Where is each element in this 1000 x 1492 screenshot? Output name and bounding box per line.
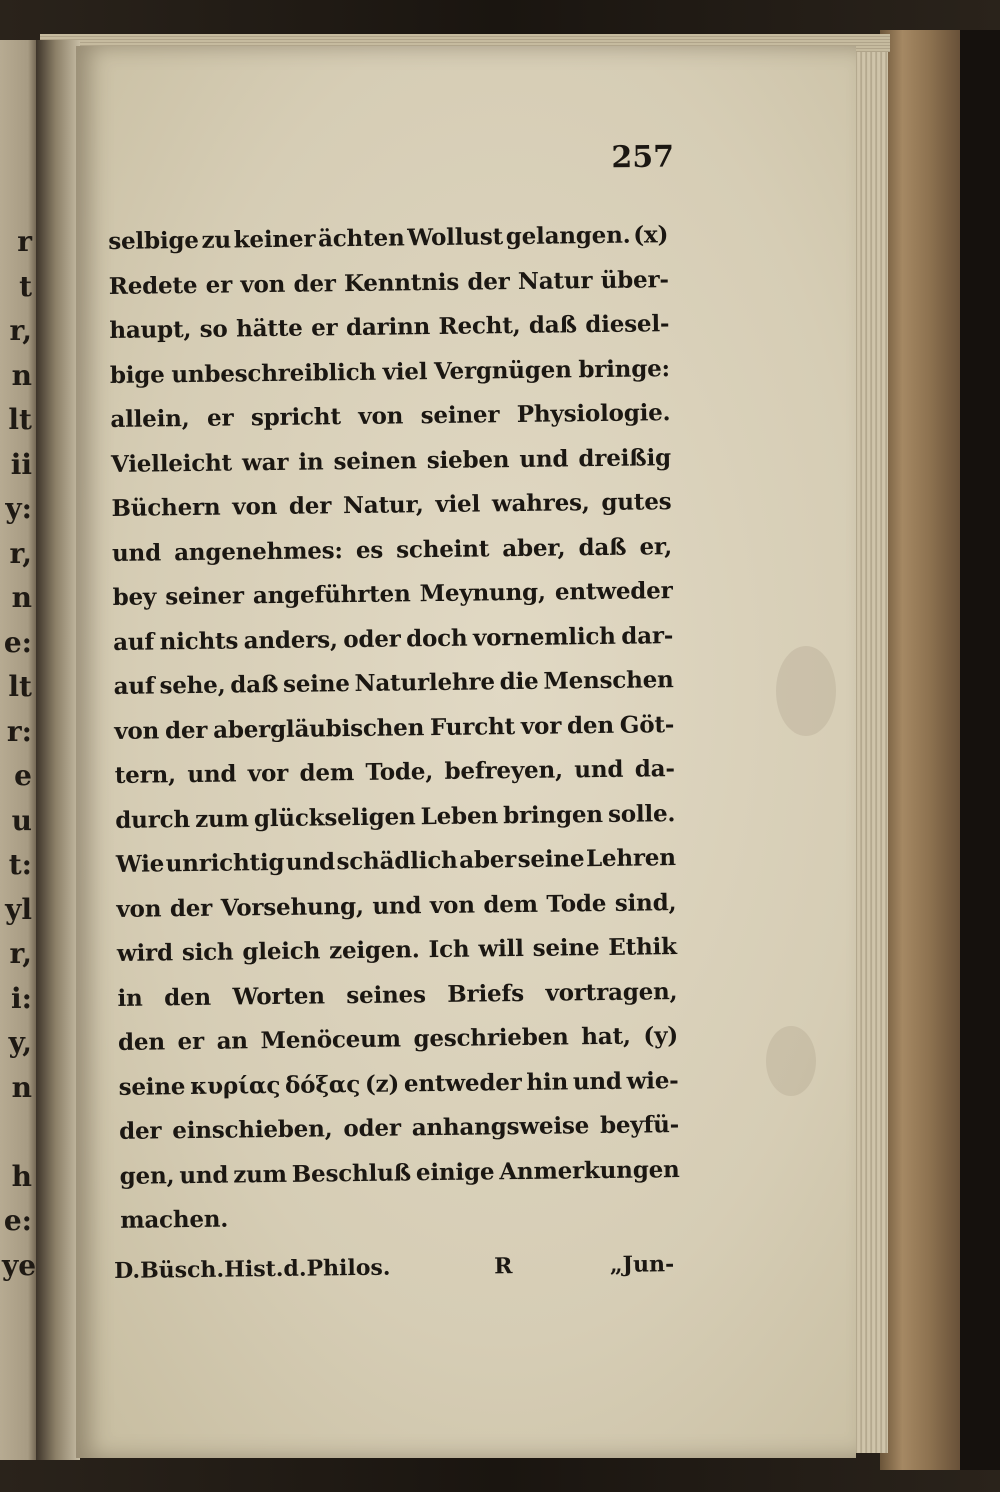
previous-page-fragment: h xyxy=(11,1159,32,1193)
previous-page-fragment: r, xyxy=(9,314,32,347)
text-line: haupt, so hätte er darinn Recht, daß diesel- xyxy=(109,310,670,344)
page-footer xyxy=(114,1251,674,1302)
text-line: von der Vorsehung, und von dem Tode sind, xyxy=(116,888,677,923)
text-line: durch zum glückseligen Leben bringen solle. xyxy=(115,799,676,834)
previous-page-fragment: ye xyxy=(2,1248,37,1282)
previous-page-fragment: e: xyxy=(3,1204,32,1237)
previous-page-fragment: y, xyxy=(8,1026,32,1059)
text-line: gen, und zum Beschluß einige Anmerkungen xyxy=(119,1155,680,1190)
book-cover xyxy=(880,30,970,1470)
previous-page-fragment xyxy=(2,1110,32,1155)
previous-page xyxy=(0,40,40,1460)
text-line: bey seiner angeführten Meynung, entweder xyxy=(112,577,673,611)
text-line: den er an Menöceum geschrieben hat, (y) xyxy=(117,1022,679,1056)
previous-page-fragment: yl xyxy=(5,892,32,926)
text-line: seine κυρίας δόξας (z) entweder hin und wie- xyxy=(118,1066,679,1101)
previous-page-fragment: n xyxy=(11,358,32,392)
text-line: Büchern von der Natur, viel wahres, gutes xyxy=(111,488,672,522)
previous-page-fragment: lt xyxy=(8,403,32,436)
text-line: allein, er spricht von seiner Physiologie. xyxy=(110,399,671,433)
previous-page-fragment: r: xyxy=(6,714,32,748)
previous-page-fragment: t: xyxy=(8,848,32,881)
footer-catchword: „Jun- xyxy=(609,1251,675,1278)
previous-page-fragment: r, xyxy=(9,937,32,970)
text-line: Wie unrichtig und schädlich aber seine Lehren xyxy=(115,844,676,878)
footer-signature: R xyxy=(493,1253,513,1280)
page-number: 257 xyxy=(611,139,675,176)
previous-page-fragment: lt xyxy=(8,670,32,703)
paper-stain xyxy=(766,1026,816,1096)
previous-page-fragment: i: xyxy=(11,981,32,1015)
page-body-text xyxy=(108,213,680,1243)
book-gutter xyxy=(36,40,80,1460)
text-line: auf sehe, daß seine Naturlehre die Menschen xyxy=(113,666,674,700)
text-line: Redete er von der Kenntnis der Natur über- xyxy=(108,265,669,300)
background-edge xyxy=(960,30,1000,1470)
text-line: der einschieben, oder anhangsweise beyfü- xyxy=(118,1111,680,1145)
text-line: von der abergläubischen Furcht vor den Göt- xyxy=(114,710,675,745)
previous-page-fragment: ii xyxy=(10,447,32,481)
text-line: und angenehmes: es scheint aber, daß er, xyxy=(111,532,673,567)
previous-page-fragment: r xyxy=(17,225,32,258)
paper-stain xyxy=(776,646,836,736)
text-line: bige unbeschreiblich viel Vergnügen bringe: xyxy=(109,354,671,389)
previous-page-fragment: u xyxy=(11,803,32,837)
text-line: wird sich gleich zeigen. Ich will seine Ethik xyxy=(116,933,677,967)
previous-page-fragment: e: xyxy=(3,625,32,659)
text-line: selbige zu keiner ächten Wollust gelangen. (x) xyxy=(108,221,669,255)
text-line: machen. xyxy=(120,1205,229,1234)
text-line: tern, und vor dem Tode, befreyen, und da- xyxy=(114,755,675,789)
previous-page-fragment: n xyxy=(11,581,32,614)
previous-page-fragment: y: xyxy=(5,492,32,525)
previous-page-fragment: e xyxy=(14,759,32,792)
text-line: Vielleicht war in seinen sieben und dreißig xyxy=(110,443,672,478)
footer-source: D.Büsch.Hist.d.Philos. xyxy=(114,1254,391,1284)
previous-page-fragment: n xyxy=(11,1070,32,1104)
text-line: auf nichts anders, oder doch vornemlich dar- xyxy=(112,621,674,656)
previous-page-fragment: t xyxy=(19,269,32,303)
previous-page-fragment: r, xyxy=(9,536,32,570)
text-line: in den Worten seines Briefs vortragen, xyxy=(117,977,678,1012)
previous-page-fragments xyxy=(2,220,37,1288)
